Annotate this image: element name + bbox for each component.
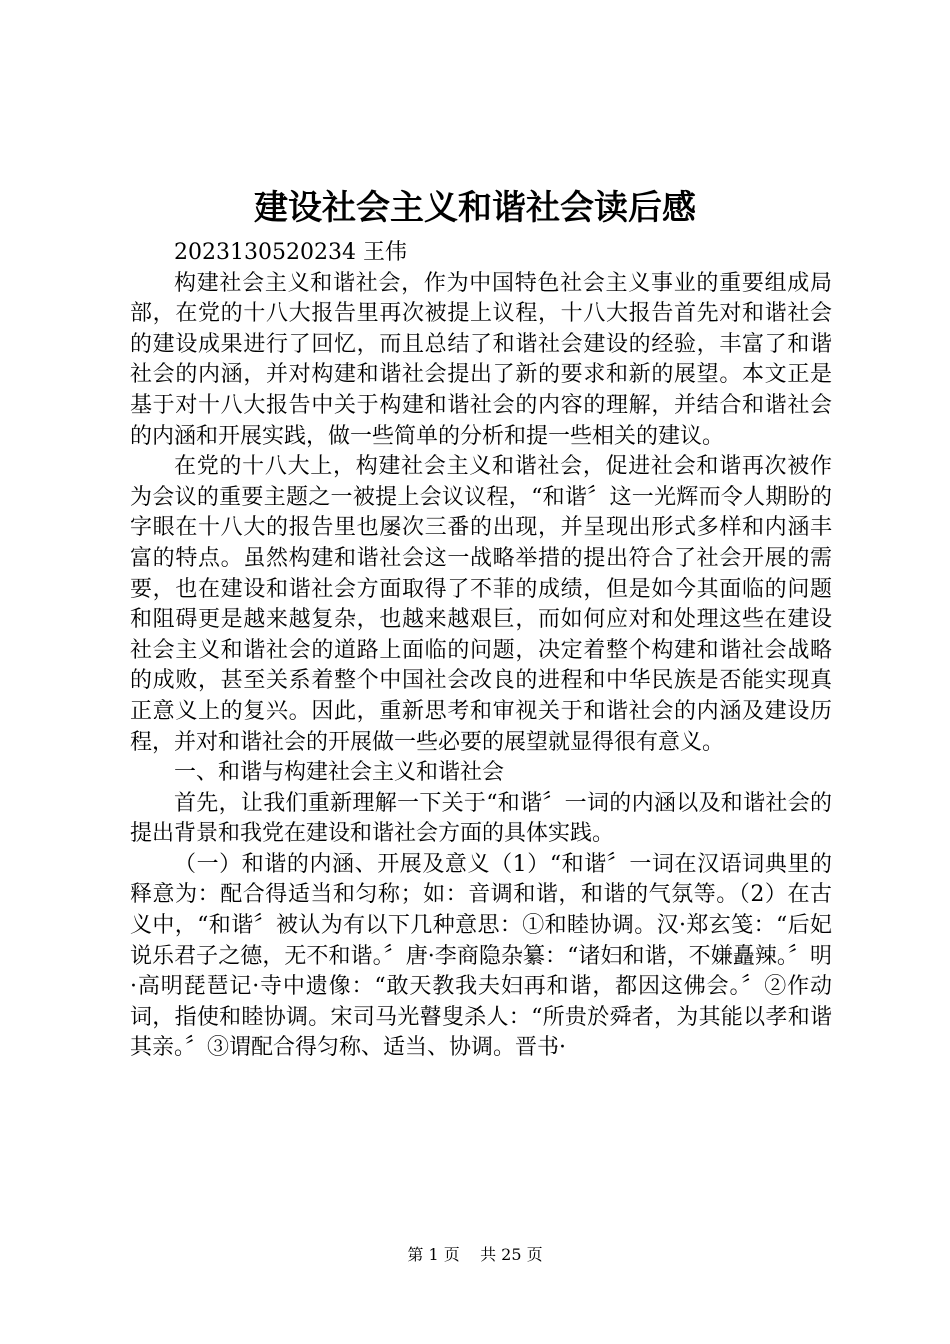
paragraph-intro: 构建社会主义和谐社会，作为中国特色社会主义事业的重要组成局部，在党的十八大报告里再次被提上议程，十八大报告首先对和谐社会的建设成果进行了回忆，而且总结了和谐社会建设的经验，丰富了和谐社会的内涵，并对构建和谐社会提出了新的要求和新的展望。本文正是基于对十八大报告中关于构建和谐社会的内容的理解，并结合和谐社会的内涵和开展实践，做一些简单的分析和提一些相关的建议。	[130, 270, 832, 449]
section-heading: 一、和谐与构建社会主义和谐社会	[174, 760, 505, 786]
document-title: 建设社会主义和谐社会读后感	[254, 188, 696, 228]
author-line: 2023130520234 王伟	[174, 240, 407, 265]
paragraph-background: 在党的十八大上，构建社会主义和谐社会，促进社会和谐再次被作为会议的重要主题之一被提上会议议程，“和谐〞这一光辉而令人期盼的字眼在十八大的报告里也屡次三番的出现，并呈现出形式多样和内涵丰富的特点。虽然构建和谐社会这一战略举措的提出符合了社会开展的需要，也在建设和谐社会方面取得了不菲的成绩，但是如今其面临的问题和阻碍更是越来越复杂，也越来越艰巨，而如何应对和处理这些在建设社会主义和谐社会的道路上面临的问题，决定着整个构建和谐社会战略的成败，甚至关系着整个中国社会改良的进程和中华民族是否能实现真正意义上的复兴。因此，重新思考和审视关于和谐社会的内涵及建设历程，并对和谐社会的开展做一些必要的展望就显得很有意义。	[130, 454, 832, 755]
document-body	[130, 238, 832, 1064]
page-total: 共 25 页	[480, 1245, 543, 1264]
paragraph-section-intro: 首先，让我们重新理解一下关于“和谐〞一词的内涵以及和谐社会的提出背景和我党在建设和谐社会方面的具体实践。	[130, 790, 832, 847]
page-number: 第 1 页	[407, 1245, 460, 1264]
paragraph-harmony-meaning: （一）和谐的内涵、开展及意义（1）“和谐〞一词在汉语词典里的释意为：配合得适当和匀称；如：音调和谐，和谐的气氛等。（2）在古义中，“和谐〞被认为有以下几种意思：①和睦协调。汉·郑玄笺：“后妃说乐君子之德，无不和谐。〞唐·李商隐杂纂：“诸妇和谐，不嫌矗辣。〞明·高明琵琶记·寺中遗像：“敢天教我夫妇再和谐，都因这佛会。〞②作动词，指使和睦协调。宋司马光瞽叟杀人：“所贵於舜者，为其能以孝和谐其亲。〞③谓配合得匀称、适当、协调。晋书·	[130, 851, 832, 1061]
page-footer	[0, 1244, 950, 1266]
